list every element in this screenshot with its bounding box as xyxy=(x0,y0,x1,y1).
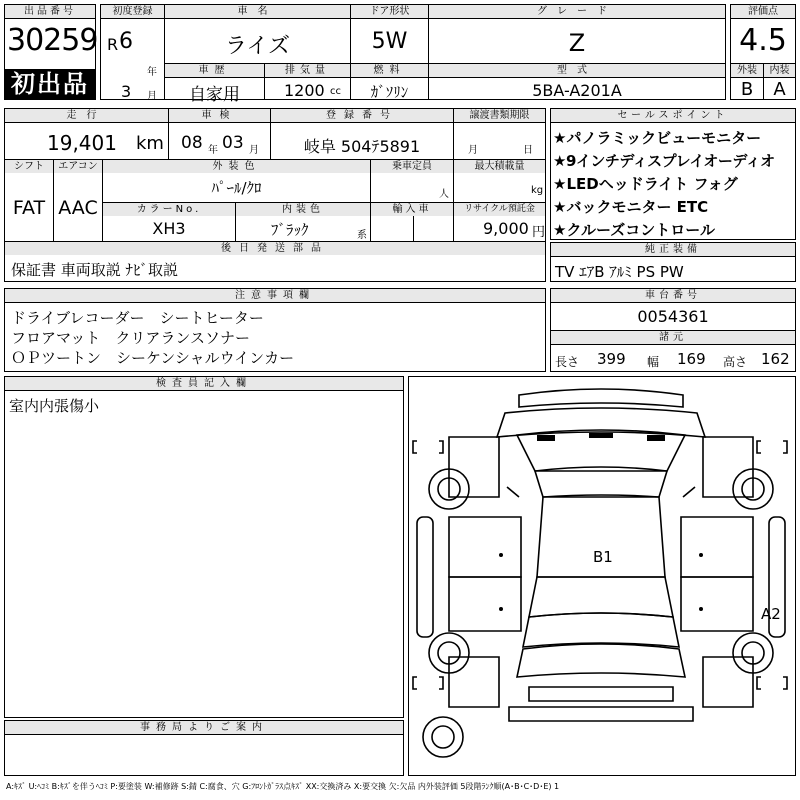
recycle-label: リサイクル預託金 xyxy=(454,203,545,216)
capacity-label: 乗車定員 xyxy=(371,160,453,173)
shift-label: シフト xyxy=(5,160,53,173)
interior-color-label: 内装色 xyxy=(236,203,370,216)
notes-line: フロアマット クリアランスソナー xyxy=(11,329,250,347)
inspector-box xyxy=(4,376,404,718)
dims-label: 諸元 xyxy=(551,331,795,345)
length-label: 長さ xyxy=(555,355,580,369)
length-value: 399 xyxy=(597,350,626,368)
equipment-value: TV ｴｱB ｱﾙﾐ PS PW xyxy=(555,263,684,281)
grade: Z xyxy=(568,29,586,57)
inspection-month-unit: 月 xyxy=(249,145,259,156)
reg-era: R xyxy=(107,35,119,54)
details-grid xyxy=(4,108,546,282)
reg-year-unit: 年 xyxy=(147,67,157,78)
interior-color: ﾌﾞﾗｯｸ xyxy=(271,221,309,239)
displacement-unit: cc xyxy=(330,86,341,97)
notes-line: ＯＰツートン シーケンシャルウインカー xyxy=(11,349,295,367)
shift-value: FAT xyxy=(12,197,46,219)
notes-line: ドライブレコーダー シートヒーター xyxy=(11,309,264,327)
plate-number: 岐阜 504ﾃ5891 xyxy=(303,137,421,156)
score-block xyxy=(730,4,796,100)
inspector-label: 検査員記入欄 xyxy=(5,377,403,391)
chassis-number: 0054361 xyxy=(637,307,709,326)
recycle-value: 9,000 xyxy=(483,219,529,238)
aircon-value: AAC xyxy=(58,197,98,219)
exterior-color-label: 外装色 xyxy=(103,160,370,173)
capacity-unit: 人 xyxy=(439,189,449,200)
sales-point-item: ★クルーズコントロール xyxy=(553,221,715,239)
lot-label: 出品番号 xyxy=(5,5,95,19)
mileage-unit: km xyxy=(136,133,164,154)
car-diagram xyxy=(408,376,796,776)
load-label: 最大積載量 xyxy=(454,160,545,173)
later-parts-label: 後日発送部品 xyxy=(5,242,545,255)
later-parts: 保証書 車両取説 ﾅﾋﾞ取説 xyxy=(11,261,179,279)
office-box xyxy=(4,720,404,776)
color-no: XH3 xyxy=(152,219,186,238)
history: 自家用 xyxy=(189,85,240,105)
inspection-month: 03 xyxy=(222,133,244,153)
reg-month-unit: 月 xyxy=(147,91,157,102)
first-listing-badge: 初出品 xyxy=(5,69,95,99)
reg-month: 3 xyxy=(121,82,132,101)
transfer-label: 譲渡書類期限 xyxy=(454,109,545,122)
interior-color-unit: 系 xyxy=(357,230,367,241)
header-grid xyxy=(100,4,726,105)
sales-point-item: ★9インチディスプレイオーディオ xyxy=(553,152,775,170)
car-name-label: 車名 xyxy=(165,5,350,18)
model-label: 型式 xyxy=(429,64,725,77)
mileage-label: 走行 xyxy=(5,109,168,122)
notes-box xyxy=(4,288,546,372)
history-label: 車歴 xyxy=(165,64,264,77)
damage-mark-roof: B1 xyxy=(593,548,613,566)
notes-label: 注意事項欄 xyxy=(5,289,545,303)
car-name: ライズ xyxy=(224,34,291,59)
color-no-label: カラーNo. xyxy=(103,203,235,216)
transfer-day-unit: 日 xyxy=(523,145,533,156)
exterior-score: B xyxy=(740,79,754,100)
sales-points-label: セールスポイント xyxy=(551,109,795,123)
equipment-box xyxy=(550,242,796,282)
transfer-month-unit: 月 xyxy=(468,145,478,156)
interior-score: A xyxy=(773,79,786,100)
height-label: 高さ xyxy=(723,355,748,369)
chassis-box xyxy=(550,288,796,372)
recycle-unit: 円 xyxy=(532,225,546,240)
score-value: 4.5 xyxy=(739,23,787,58)
reg-year: 6 xyxy=(119,29,133,54)
width-value: 169 xyxy=(677,350,706,368)
load-unit: kg xyxy=(531,185,544,196)
score-label: 評価点 xyxy=(731,5,795,19)
office-label: 事務局よりご案内 xyxy=(5,721,403,735)
mileage: 19,401 xyxy=(47,131,117,155)
inspection-label: 車検 xyxy=(169,109,270,122)
sales-point-item: ★バックモニター ETC xyxy=(553,198,709,216)
car-outline-drawing xyxy=(409,377,795,775)
model-code: 5BA-A201A xyxy=(532,81,622,100)
sales-point-item: ★LEDヘッドライト フォグ xyxy=(553,175,738,193)
height-value: 162 xyxy=(761,350,790,368)
fuel: ｶﾞｿﾘﾝ xyxy=(370,83,409,101)
inspection-year: 08 xyxy=(181,133,203,153)
sales-points-box xyxy=(550,108,796,240)
inspection-year-unit: 年 xyxy=(208,145,218,156)
plate-label: 登録番号 xyxy=(271,109,453,122)
door-type: 5W xyxy=(371,29,408,54)
fuel-label: 燃料 xyxy=(351,64,428,77)
import-label: 輸入車 xyxy=(371,203,453,216)
inspector-text: 室内内張傷小 xyxy=(9,397,100,415)
width-label: 幅 xyxy=(647,355,660,369)
exterior-label: 外装 xyxy=(731,64,763,77)
interior-label: 内装 xyxy=(764,64,795,77)
door-label: ドア形状 xyxy=(351,5,428,18)
sales-point-item: ★パノラミックビューモニター xyxy=(553,129,762,147)
chassis-label: 車台番号 xyxy=(551,289,795,303)
exterior-color: ﾊﾟｰﾙ/ｸﾛ xyxy=(211,179,262,197)
legend-text: A:ｷｽﾞ U:ﾍｺﾐ B:ｷｽﾞを伴うﾍｺﾐ P:要塗装 W:補修跡 S:錆 C:腐食、穴 G:ﾌﾛﾝﾄｶﾞﾗｽ点ｷｽﾞ XX:交換済み X:要交換 欠:欠品 内外装評価 5段階ﾗﾝｸ順(A･B･C･D･E) 1 xyxy=(6,782,560,791)
lot-block xyxy=(4,4,96,100)
grade-label: グレード xyxy=(429,5,725,18)
reg-label: 初度登録 xyxy=(101,5,164,18)
lot-number: 30259 xyxy=(7,23,98,58)
displacement-label: 排気量 xyxy=(265,64,350,77)
displacement: 1200 xyxy=(284,81,325,100)
damage-mark-right-side: A2 xyxy=(761,605,781,623)
equipment-label: 純正装備 xyxy=(551,243,795,257)
aircon-label: エアコン xyxy=(54,160,102,173)
